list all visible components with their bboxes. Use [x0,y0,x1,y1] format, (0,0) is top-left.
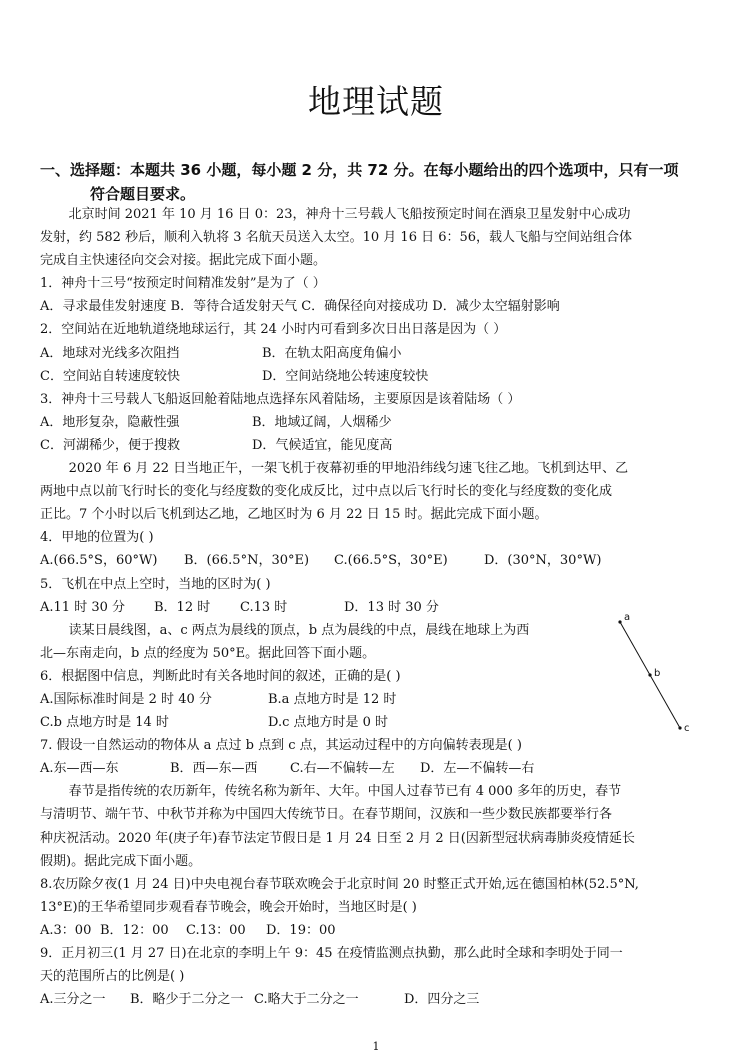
passage-flight: 2020 年 6 月 22 日当地正午，一架飞机于夜幕初垂的甲地沿纬线匀速飞往乙地。飞机到达甲、乙 两地中点以前飞行时长的变化与经度数的变化成反比，过中点以后飞行时长的变化与经度数的变化成 正比。7 个小时以后飞机到达乙地，乙地区时为 6 月 22 日 15 时。据此完成下面小题。 [40,461,629,523]
question-9-stem-line2: 天的范围所占的比例是( ) [40,969,185,985]
question-7-option-d: D．左—不偏转—右 [420,761,535,777]
section-heading [40,158,720,206]
question-4-option-b: B．(66.5°N，30°E) [184,553,310,569]
question-6-option-c: C.b 点地方时是 14 时 [40,715,169,731]
question-2-options-row2 [40,365,720,388]
question-6-stem: 6．根据图中信息，判断此时有关各地时间的叙述，正确的是( ) [40,668,401,684]
question-5-option-c: C.13 时 [240,599,288,615]
question-9-options [40,988,720,1011]
question-6-option-b: B.a 点地方时是 12 时 [268,691,397,707]
point-c-dot [678,726,681,729]
section-heading-line2: 符合题目要求。 [90,185,196,203]
passage-shenzhou: 北京时间 2021 年 10 月 16 日 0：23，神舟十三号载人飞船按预定时间在酒泉卫星发射中心成功 发射，约 582 秒后，顺利入轨将 3 名航天员送入太空。10 月 16 日 6：56，载人飞船与空间站组合体 完成自主快速径向交会对接。据此完成下面小题。 [40,207,633,269]
question-4-option-a: A.(66.5°S，60°W) [40,553,158,569]
question-2-option-a: A．地球对光线多次阻挡 [40,345,180,361]
question-5-option-a: A.11 时 30 分 [40,599,126,615]
question-7-option-b: B．西—东—西 [170,761,258,777]
question-3-option-b: B．地域辽阔，人烟稀少 [252,414,392,430]
point-a-label: a [624,612,631,623]
question-8-options [40,919,720,942]
point-c-label: c [684,723,690,734]
question-8-option-c: C.13：00 [186,922,246,938]
question-9-option-c: C.略大于二分之一 [254,992,359,1008]
question-3-options-row1 [40,411,720,434]
question-1-options: A．寻求最佳发射速度 B．等待合适发射天气 C．确保径向对接成功 D．减少太空辐射影响 [40,299,560,315]
question-9-stem-line1: 9．正月初三(1 月 27 日)在北京的李明上午 9：45 在疫情监测点执勤，那么此时全球和李明处于同一 [40,946,623,961]
question-4-option-c: C.(66.5°S，30°E) [334,553,448,569]
question-3-option-c: C．河湖稀少，便于搜救 [40,437,180,453]
question-9-option-b: B．略少于二分之一 [130,992,244,1008]
point-b-label: b [654,668,661,679]
question-4-stem: 4．甲地的位置为( ) [40,530,154,546]
question-2-option-c: C．空间站自转速度较快 [40,368,180,384]
question-3-option-a: A．地形复杂，隐蔽性强 [40,414,180,430]
question-7-option-a: A.东—西—东 [40,761,119,777]
page-title: 地理试题 [308,82,444,121]
page-number: 1 [372,1040,380,1053]
question-7-option-c: C.右—不偏转—左 [290,761,395,777]
question-3-option-d: D．气候适宜，能见度高 [252,437,393,453]
question-3-options-row2 [40,434,720,457]
question-9-option-a: A.三分之一 [40,992,106,1008]
question-4-options [40,549,720,572]
question-7-options [40,757,720,780]
point-b-dot [648,673,651,676]
question-1-stem: 1．神舟十三号“按预定时间精准发射”是为了（ ） [40,276,326,292]
question-6-option-d: D.c 点地方时是 0 时 [268,715,389,731]
question-7-stem: 7. 假设一自然运动的物体从 a 点过 b 点到 c 点，其运动过程中的方向偏转表现是( ) [40,738,522,754]
question-5-option-d: D．13 时 30 分 [344,599,439,615]
question-2-option-b: B．在轨太阳高度角偏小 [262,345,402,361]
question-8-option-d: D．19：00 [266,922,336,938]
passage-dawn-line: 读某日晨线图，a、c 两点为晨线的顶点，b 点为晨线的中点，晨线在地球上为西 北—东南走向，b 点的经度为 50°E。据此回答下面小题。 [40,622,530,661]
question-8-option-a: A.3：00 [40,922,92,938]
question-2-options-row1 [40,342,720,365]
question-9-option-d: D．四分之三 [404,992,480,1008]
section-heading-line1: 一、选择题：本题共 36 小题，每小题 2 分，共 72 分。在每小题给出的四个选项中，只有一项 [40,161,679,179]
question-8-stem-line2: 13°E)的王华希望同步观看春节晚会，晚会开始时，当地区时是( ) [40,899,417,915]
question-8-option-b: B．12：00 [100,922,169,938]
point-a-dot [618,620,621,623]
passage-spring-festival: 春节是指传统的农历新年，传统名称为新年、大年。中国人过春节已有 4 000 多年的历史，春节 与清明节、端午节、中秋节并称为中国四大传统节日。在春节期间，汉族和一些少数民族都要举行各 种庆祝活动。2020 年(庚子年)春节法定节假日是 1 月 24 日至 2 月 2 日(因新型冠状病毒肺炎疫情延长 假期)。据此完成下面小题。 [40,784,635,869]
question-3-stem: 3．神舟十三号载人飞船返回舱着陆地点选择东风着陆场，主要原因是该着陆场（ ） [40,391,521,407]
question-4-option-d: D．(30°N，30°W) [484,553,602,569]
question-8-stem-line1: 8.农历除夕夜(1 月 24 日)中央电视台春节联欢晚会于北京时间 20 时整正式开始,远在德国柏林(52.5°N, [40,876,639,892]
question-5-option-b: B．12 时 [154,599,211,615]
dawn-line-figure [600,608,700,738]
question-2-option-d: D．空间站绕地公转速度较快 [262,368,429,384]
question-5-stem: 5．飞机在中点上空时，当地的区时为( ) [40,576,271,592]
question-6-option-a: A.国际标准时间是 2 时 40 分 [40,691,212,707]
question-2-stem: 2．空间站在近地轨道绕地球运行，其 24 小时内可看到多次日出日落是因为（ ） [40,322,507,338]
